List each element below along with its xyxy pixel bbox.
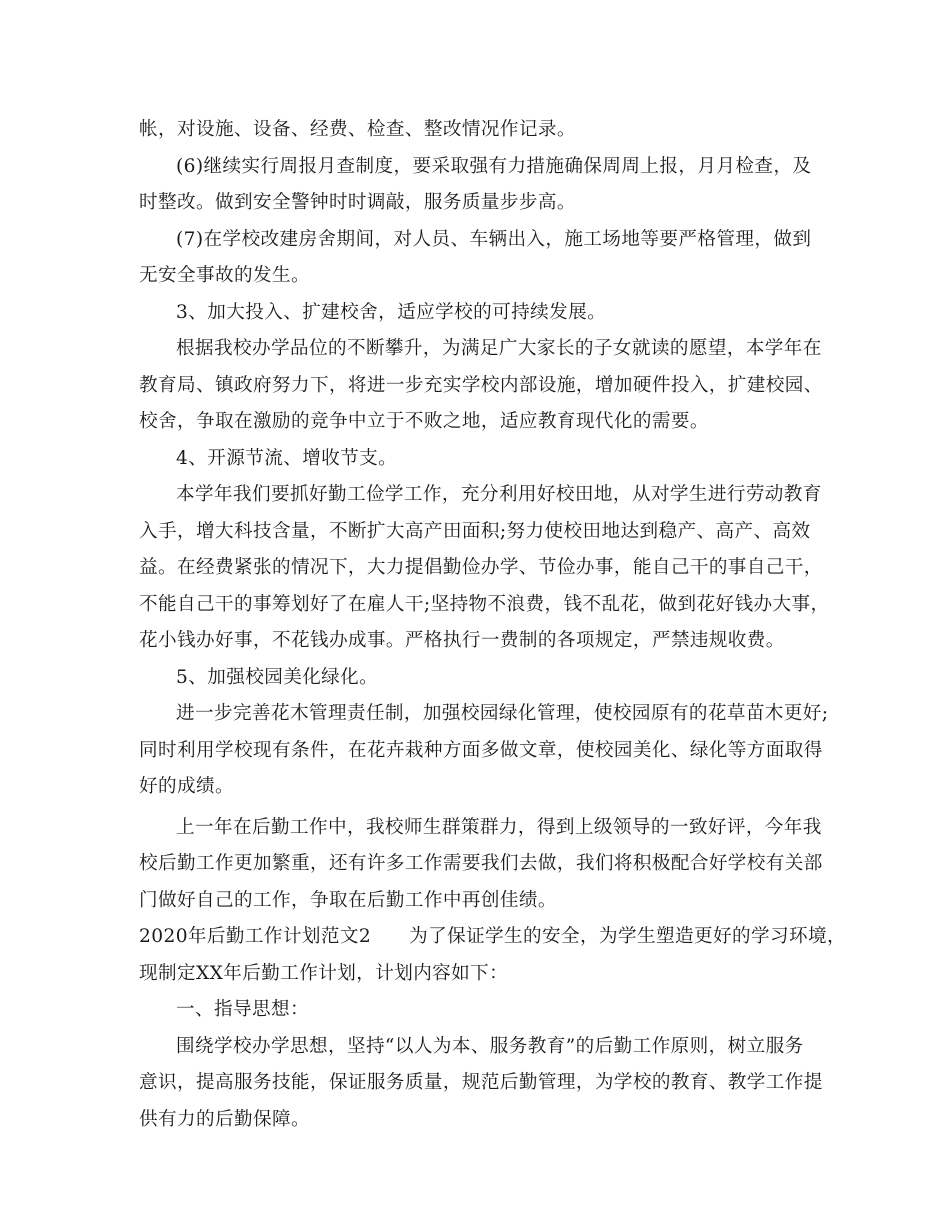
text-line: 无安全事故的发生。: [139, 265, 310, 286]
text-line: 门做好自己的工作，争取在后勤工作中再创佳绩。: [139, 889, 557, 911]
text-line: 入手，增大科技含量，不断扩大高产田面积;努力使校田地达到稳产、高产、高效: [139, 520, 811, 542]
text-line: 不能自己干的事筹划好了在雇人干;坚持物不浪费，钱不乱花，做到花好钱办大事，: [139, 593, 830, 615]
text-line: 花小钱办好事，不花钱办成事。严格执行一费制的各项规定，严禁违规收费。: [139, 630, 785, 651]
section-heading: 4、开源节流、增收节支。: [176, 447, 398, 469]
section-heading: 5、加强校园美化绿化。: [176, 666, 379, 688]
text-line: 时整改。做到安全警钟时时调敲，服务质量步步高。: [139, 192, 576, 213]
text-line: 上一年在后勤工作中，我校师生群策群力，得到上级领导的一致好评，今年我: [176, 816, 822, 838]
text-line: 教育局、镇政府努力下，将进一步充实学校内部设施，增加硬件投入，扩建校园、: [139, 374, 823, 396]
text-line: 同时利用学校现有条件，在花卉栽种方面多做文章，使校园美化、绿化等方面取得: [139, 739, 823, 761]
document-body: [139, 112, 846, 1138]
text-line: 2020年后勤工作计划范文2 为了保证学生的安全，为学生塑造更好的学习环境，: [139, 926, 846, 947]
text-line: 校舍，争取在激励的竞争中立于不败之地，适应教育现代化的需要。: [139, 411, 709, 432]
section-heading: 一、指导思想：: [176, 999, 309, 1020]
text-line: (7)在学校改建房舍期间，对人员、车辆出入，施工场地等要严格管理，做到: [176, 228, 812, 250]
text-line: 供有力的后勤保障。: [139, 1108, 310, 1130]
section-heading: 3、加大投入、扩建校舍，适应学校的可持续发展。: [176, 301, 607, 323]
text-line: 好的成绩。: [139, 776, 234, 797]
text-line: 校后勤工作更加繁重，还有许多工作需要我们去做，我们将积极配合好学校有关部: [139, 853, 823, 874]
text-line: 帐，对设施、设备、经费、检查、整改情况作记录。: [139, 119, 576, 140]
text-line: 现制定XX年后勤工作计划，计划内容如下：: [139, 962, 509, 984]
text-line: 意识，提高服务技能，保证服务质量，规范后勤管理，为学校的教育、教学工作提: [139, 1072, 823, 1093]
text-line: 进一步完善花木管理责任制，加强校园绿化管理，使校园原有的花草苗木更好;: [176, 703, 829, 724]
text-line: (6)继续实行周报月查制度，要采取强有力措施确保周周上报，月月检查，及: [176, 155, 812, 177]
text-line: 本学年我们要抓好勤工俭学工作，充分利用好校田地，从对学生进行劳动教育: [176, 484, 822, 505]
text-line: 围绕学校办学思想，坚持“以人为本、服务教育”的后勤工作原则，树立服务: [176, 1035, 804, 1057]
text-line: 根据我校办学品位的不断攀升，为满足广大家长的子女就读的愿望，本学年在: [176, 338, 822, 359]
text-line: 益。在经费紧张的情况下，大力提倡勤俭办学、节俭办事，能自己干的事自己干，: [139, 557, 823, 578]
